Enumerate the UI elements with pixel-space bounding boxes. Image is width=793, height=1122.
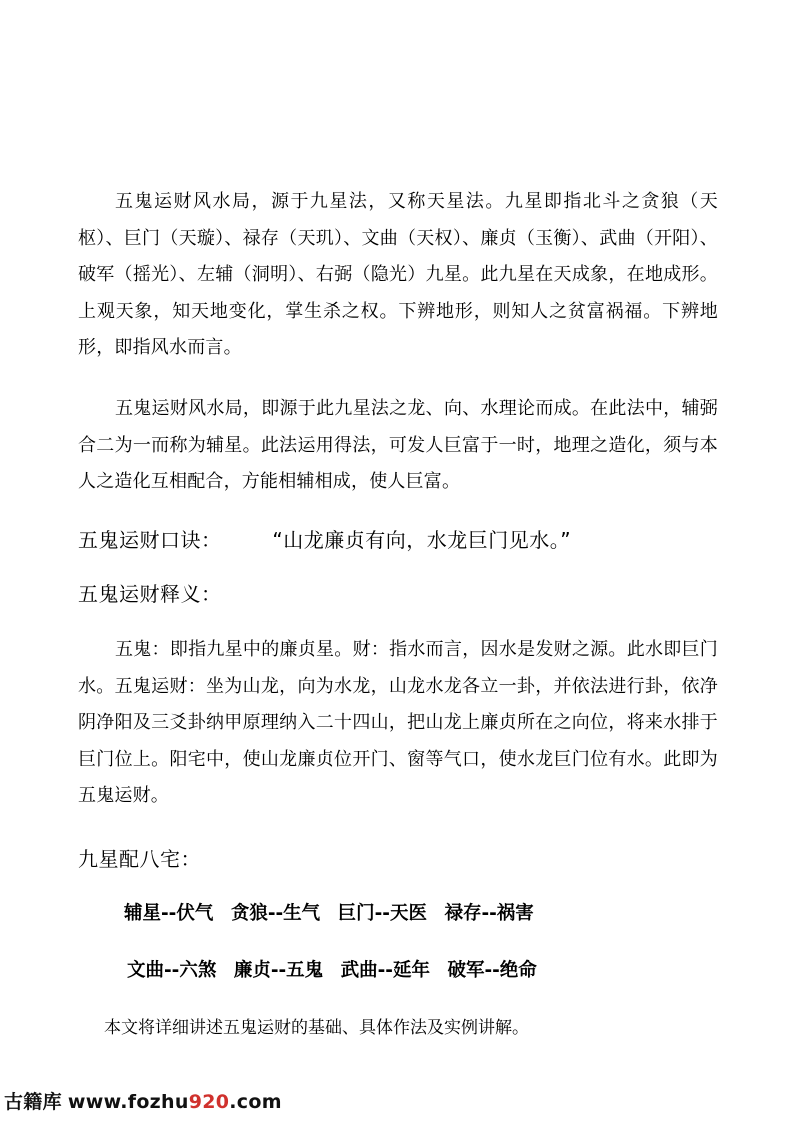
star-pair: 贪狼--生气 bbox=[230, 903, 321, 924]
watermark-url-prefix: www.fozhu bbox=[67, 1091, 189, 1113]
site-watermark bbox=[4, 1087, 282, 1117]
star-pair: 辅星--伏气 bbox=[124, 903, 214, 924]
watermark-url-number: 920 bbox=[188, 1091, 230, 1113]
star-pair: 禄存--祸害 bbox=[444, 903, 534, 924]
formula-label: 五鬼运财口诀： bbox=[78, 528, 222, 552]
watermark-url-suffix: .com bbox=[229, 1091, 282, 1113]
houses-heading: 九星配八宅： bbox=[78, 847, 201, 871]
intro-paragraph: 五鬼运财风水局，源于九星法，又称天星法。九星即指北斗之贪狼（天枢）、巨门（天璇）、禄存（天玑）、文曲（天权）、廉贞（玉衡）、武曲（开阳）、破军（摇光）、左辅（洞明）、右弼（隐光）九星。此九星在天成象，在地成形。上观天象，知天地变化，掌生杀之权。下辨地形，则知人之贫富祸福。下辨地形，即指风水而言。 bbox=[78, 191, 718, 359]
watermark-site-name: 古籍库 bbox=[4, 1091, 62, 1113]
formula-quote: “山龙廉贞有向，水龙巨门见水。” bbox=[272, 528, 572, 552]
star-pair: 破军--绝命 bbox=[447, 960, 537, 981]
star-pair: 廉贞--五鬼 bbox=[233, 960, 324, 981]
origin-paragraph: 五鬼运财风水局，即源于此九星法之龙、向、水理论而成。在此法中，辅弼合二为一而称为辅星。此法运用得法，可发人巨富于一时，地理之造化，须与本人之造化互相配合，方能相辅相成，使人巨富。 bbox=[78, 398, 718, 493]
star-pair: 武曲--延年 bbox=[340, 960, 430, 981]
meaning-heading: 五鬼运财释义： bbox=[78, 582, 222, 606]
closing-note: 本文将详细讲述五鬼运财的基础、具体作法及实例讲解。 bbox=[104, 1018, 529, 1038]
star-pairs-row-1 bbox=[124, 899, 534, 925]
star-pairs-row-2 bbox=[127, 956, 537, 982]
formula-heading bbox=[78, 524, 571, 553]
star-pair: 巨门--天医 bbox=[337, 903, 427, 924]
meaning-paragraph: 五鬼：即指九星中的廉贞星。财：指水而言，因水是发财之源。此水即巨门水。五鬼运财：坐为山龙，向为水龙，山龙水龙各立一卦，并依法进行卦，依净阴净阳及三爻卦纳甲原理纳入二十四山，把山龙上廉贞所在之向位，将来水排于巨门位上。阳宅中，使山龙廉贞位开门、窗等气口，使水龙巨门位有水。此即为五鬼运财。 bbox=[78, 639, 718, 807]
star-pair: 文曲--六煞 bbox=[127, 960, 217, 981]
